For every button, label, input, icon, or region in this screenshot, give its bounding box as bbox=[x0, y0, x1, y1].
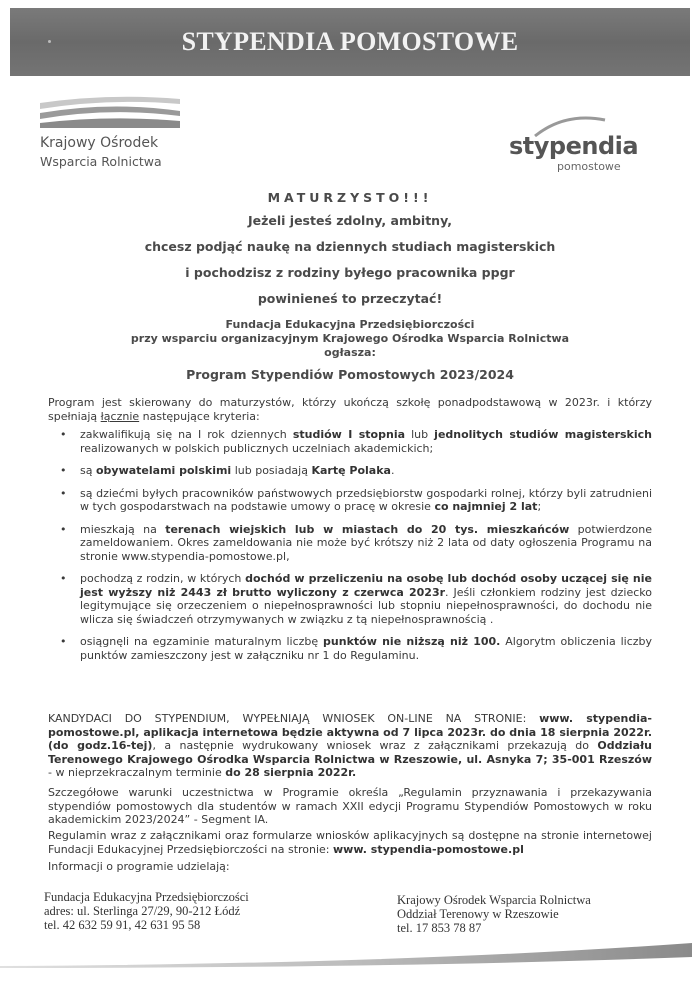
announcer-line-1: Fundacja Edukacyjna Przedsiębiorczości bbox=[225, 318, 475, 331]
intro-line-2: chcesz podjąć naukę na dziennych studiach magisterskich bbox=[144, 239, 556, 254]
kowr-logo-arcs-icon bbox=[40, 95, 180, 129]
criterion-segment: osiągnęli na egzaminie maturalnym liczbę bbox=[80, 635, 324, 648]
criterion-segment: terenach wiejskich lub w miastach do 20 tys. mieszkańców bbox=[165, 522, 570, 536]
intro-line-3: i pochodzisz z rodziny byłego pracownika ppgr bbox=[185, 265, 515, 280]
contact-right-phone: tel. 17 853 78 87 bbox=[397, 921, 482, 935]
bullet-icon: • bbox=[60, 464, 67, 477]
footer-swoosh-icon bbox=[0, 940, 700, 970]
criterion-segment: jednolitych studiów magisterskich bbox=[434, 428, 652, 441]
criterion-segment: Kartę Polaka bbox=[311, 464, 391, 477]
criterion-segment: realizowanych w polskich publicznych uczelniach akademickich; bbox=[80, 441, 434, 455]
bullet-icon: • bbox=[60, 522, 67, 536]
criterion-segment: pochodzą z rodzin, w których bbox=[80, 572, 246, 585]
criterion-item bbox=[48, 428, 652, 455]
maturzysto-heading: MATURZYSTO!!! bbox=[267, 190, 433, 205]
stypendia-logo-sub: pomostowe bbox=[557, 160, 621, 173]
intro-text-2: następujące kryteria: bbox=[139, 409, 260, 423]
criterion-segment: mieszkają na bbox=[80, 522, 166, 536]
criterion-item bbox=[48, 487, 652, 514]
intro-paragraph bbox=[48, 396, 652, 423]
contact-right-branch: Oddział Terenowy w Rzeszowie bbox=[397, 907, 559, 921]
criterion-segment: obywatelami polskimi bbox=[95, 464, 232, 477]
application-segment: www. stypendia-pomostowe.pl, aplikacja internetowa będzie aktywna od 7 lipca 2023r. do dnia 18 sierpnia 2022r. (do godz.16-tej) bbox=[48, 712, 652, 752]
contact-fundacja bbox=[44, 890, 249, 932]
application-segment: - w nieprzekraczalnym terminie bbox=[48, 766, 226, 779]
announcer-block bbox=[0, 318, 700, 360]
contact-left-name: Fundacja Edukacyjna Przedsiębiorczości bbox=[44, 890, 249, 904]
announcer-line-2: przy wsparciu organizacyjnym Krajowego Ośrodka Wsparcia Rolnictwa bbox=[130, 332, 570, 345]
criterion-segment: punktów nie niższą niż 100. bbox=[323, 635, 501, 648]
criterion-segment: potwierdzone zameldowaniem. Okres zameldowania nie może być krótszy niż 2 lata od daty ogłoszenia Programu na stronie www.stypendia-pomostowe.pl, bbox=[80, 522, 653, 563]
criterion-segment: . bbox=[390, 464, 395, 477]
page-title: STYPENDIA POMOSTOWE bbox=[181, 27, 519, 56]
criterion-segment: co najmniej 2 lat bbox=[434, 500, 538, 513]
regulations-link[interactable]: www. stypendia-pomostowe.pl bbox=[333, 842, 524, 856]
regulations-text: Regulamin wraz z załącznikami oraz formularze wniosków aplikacyjnych są dostępne na stronie internetowej Fundacji Edukacyjnej Przedsiębiorczości na stronie: bbox=[48, 829, 652, 856]
criterion-segment: lub bbox=[405, 428, 435, 441]
intro-underlined: łącznie bbox=[100, 409, 140, 423]
intro-text-1: Program jest skierowany do maturzystów, którzy ukończą szkołę ponadpodstawową w 2023r. i którzy spełniają bbox=[48, 396, 652, 423]
program-title: Program Stypendiów Pomostowych 2023/2024 bbox=[186, 367, 514, 382]
details-paragraph: Szczegółowe warunki uczestnictwa w Programie określa „Regulamin przyznawania i przekazywania stypendiów pomostowych dla studentów w ramach XXII edycji Programu Stypendiów Pomostowych w roku akademickim 2023/2024” - Segment IA. bbox=[48, 786, 652, 826]
bullet-icon: • bbox=[60, 428, 67, 441]
criterion-segment: Algorytm obliczenia liczby punktów zamieszczony jest w załączniku nr 1 do Regulaminu. bbox=[80, 635, 653, 662]
application-segment: do 28 sierpnia 2022r. bbox=[225, 766, 357, 779]
contact-left-address: adres: ul. Sterlinga 27/29, 90-212 Łódź bbox=[44, 904, 241, 918]
criterion-segment: ; bbox=[537, 500, 542, 513]
criteria-list bbox=[48, 428, 652, 671]
criterion-segment: zakwalifikują się na I rok dziennych bbox=[80, 428, 293, 441]
kowr-logo-line2: Wsparcia Rolnictwa bbox=[40, 154, 162, 169]
contact-right-name: Krajowy Ośrodek Wsparcia Rolnictwa bbox=[397, 893, 591, 907]
bullet-icon: • bbox=[60, 486, 67, 500]
bullet-icon: • bbox=[60, 572, 67, 585]
criterion-segment: są dziećmi byłych pracowników państwowych przedsiębiorstw gospodarki rolnej, którzy byli zatrudnieni w tych gospodarstwach na podstawie umowy o pracę w okresie bbox=[80, 486, 652, 513]
kowr-logo-line1: Krajowy Ośrodek bbox=[40, 135, 159, 151]
kowr-logo bbox=[40, 95, 185, 171]
info-heading: Informacji o programie udzielają: bbox=[48, 860, 230, 873]
application-paragraph bbox=[48, 712, 652, 780]
contact-kowr bbox=[397, 893, 591, 935]
application-segment: , a następnie wydrukowany wniosek wraz z załącznikami przekazują do bbox=[152, 739, 598, 752]
criterion-segment: dochód w przeliczeniu na osobę lub dochód osoby uczącej się nie jest wyższy niż 2443 zł brutto wyliczony z czerwca 2023r bbox=[80, 572, 652, 599]
criterion-segment: są bbox=[80, 464, 96, 477]
stypendia-logo-main: stypendia bbox=[509, 132, 639, 160]
bullet-icon: • bbox=[60, 635, 67, 648]
title-banner bbox=[10, 8, 690, 76]
criterion-item bbox=[48, 572, 652, 626]
criterion-item bbox=[48, 635, 652, 662]
criterion-item bbox=[48, 464, 652, 478]
application-segment: KANDYDACI DO STYPENDIUM, WYPEŁNIAJĄ WNIOSEK ON-LINE NA STRONIE: bbox=[48, 712, 540, 725]
regulations-paragraph bbox=[48, 829, 652, 856]
criterion-segment: studiów I stopnia bbox=[292, 428, 406, 441]
criterion-segment: . Jeśli członkiem rodziny jest dziecko legitymujące się orzeczeniem o niepełnosprawności lub stopniu niepełnosprawności, do dochodu nie wlicza się świadczeń otrzymywanych w związku z tą niepełnosprawnością . bbox=[80, 585, 652, 626]
application-segment: Oddziału Terenowego Krajowego Ośrodka Wsparcia Rolnictwa w Rzeszowie, ul. Asnyka 7; 35-001 Rzeszów bbox=[48, 739, 652, 766]
contact-left-phone: tel. 42 632 59 91, 42 631 95 58 bbox=[44, 918, 201, 932]
intro-line-4: powinieneś to przeczytać! bbox=[257, 291, 443, 306]
banner-dot bbox=[48, 40, 51, 43]
announcer-line-3: ogłasza: bbox=[324, 346, 376, 359]
criterion-item bbox=[48, 523, 652, 564]
criterion-segment: lub posiadają bbox=[231, 464, 312, 477]
intro-line-1: Jeżeli jesteś zdolny, ambitny, bbox=[247, 213, 453, 228]
